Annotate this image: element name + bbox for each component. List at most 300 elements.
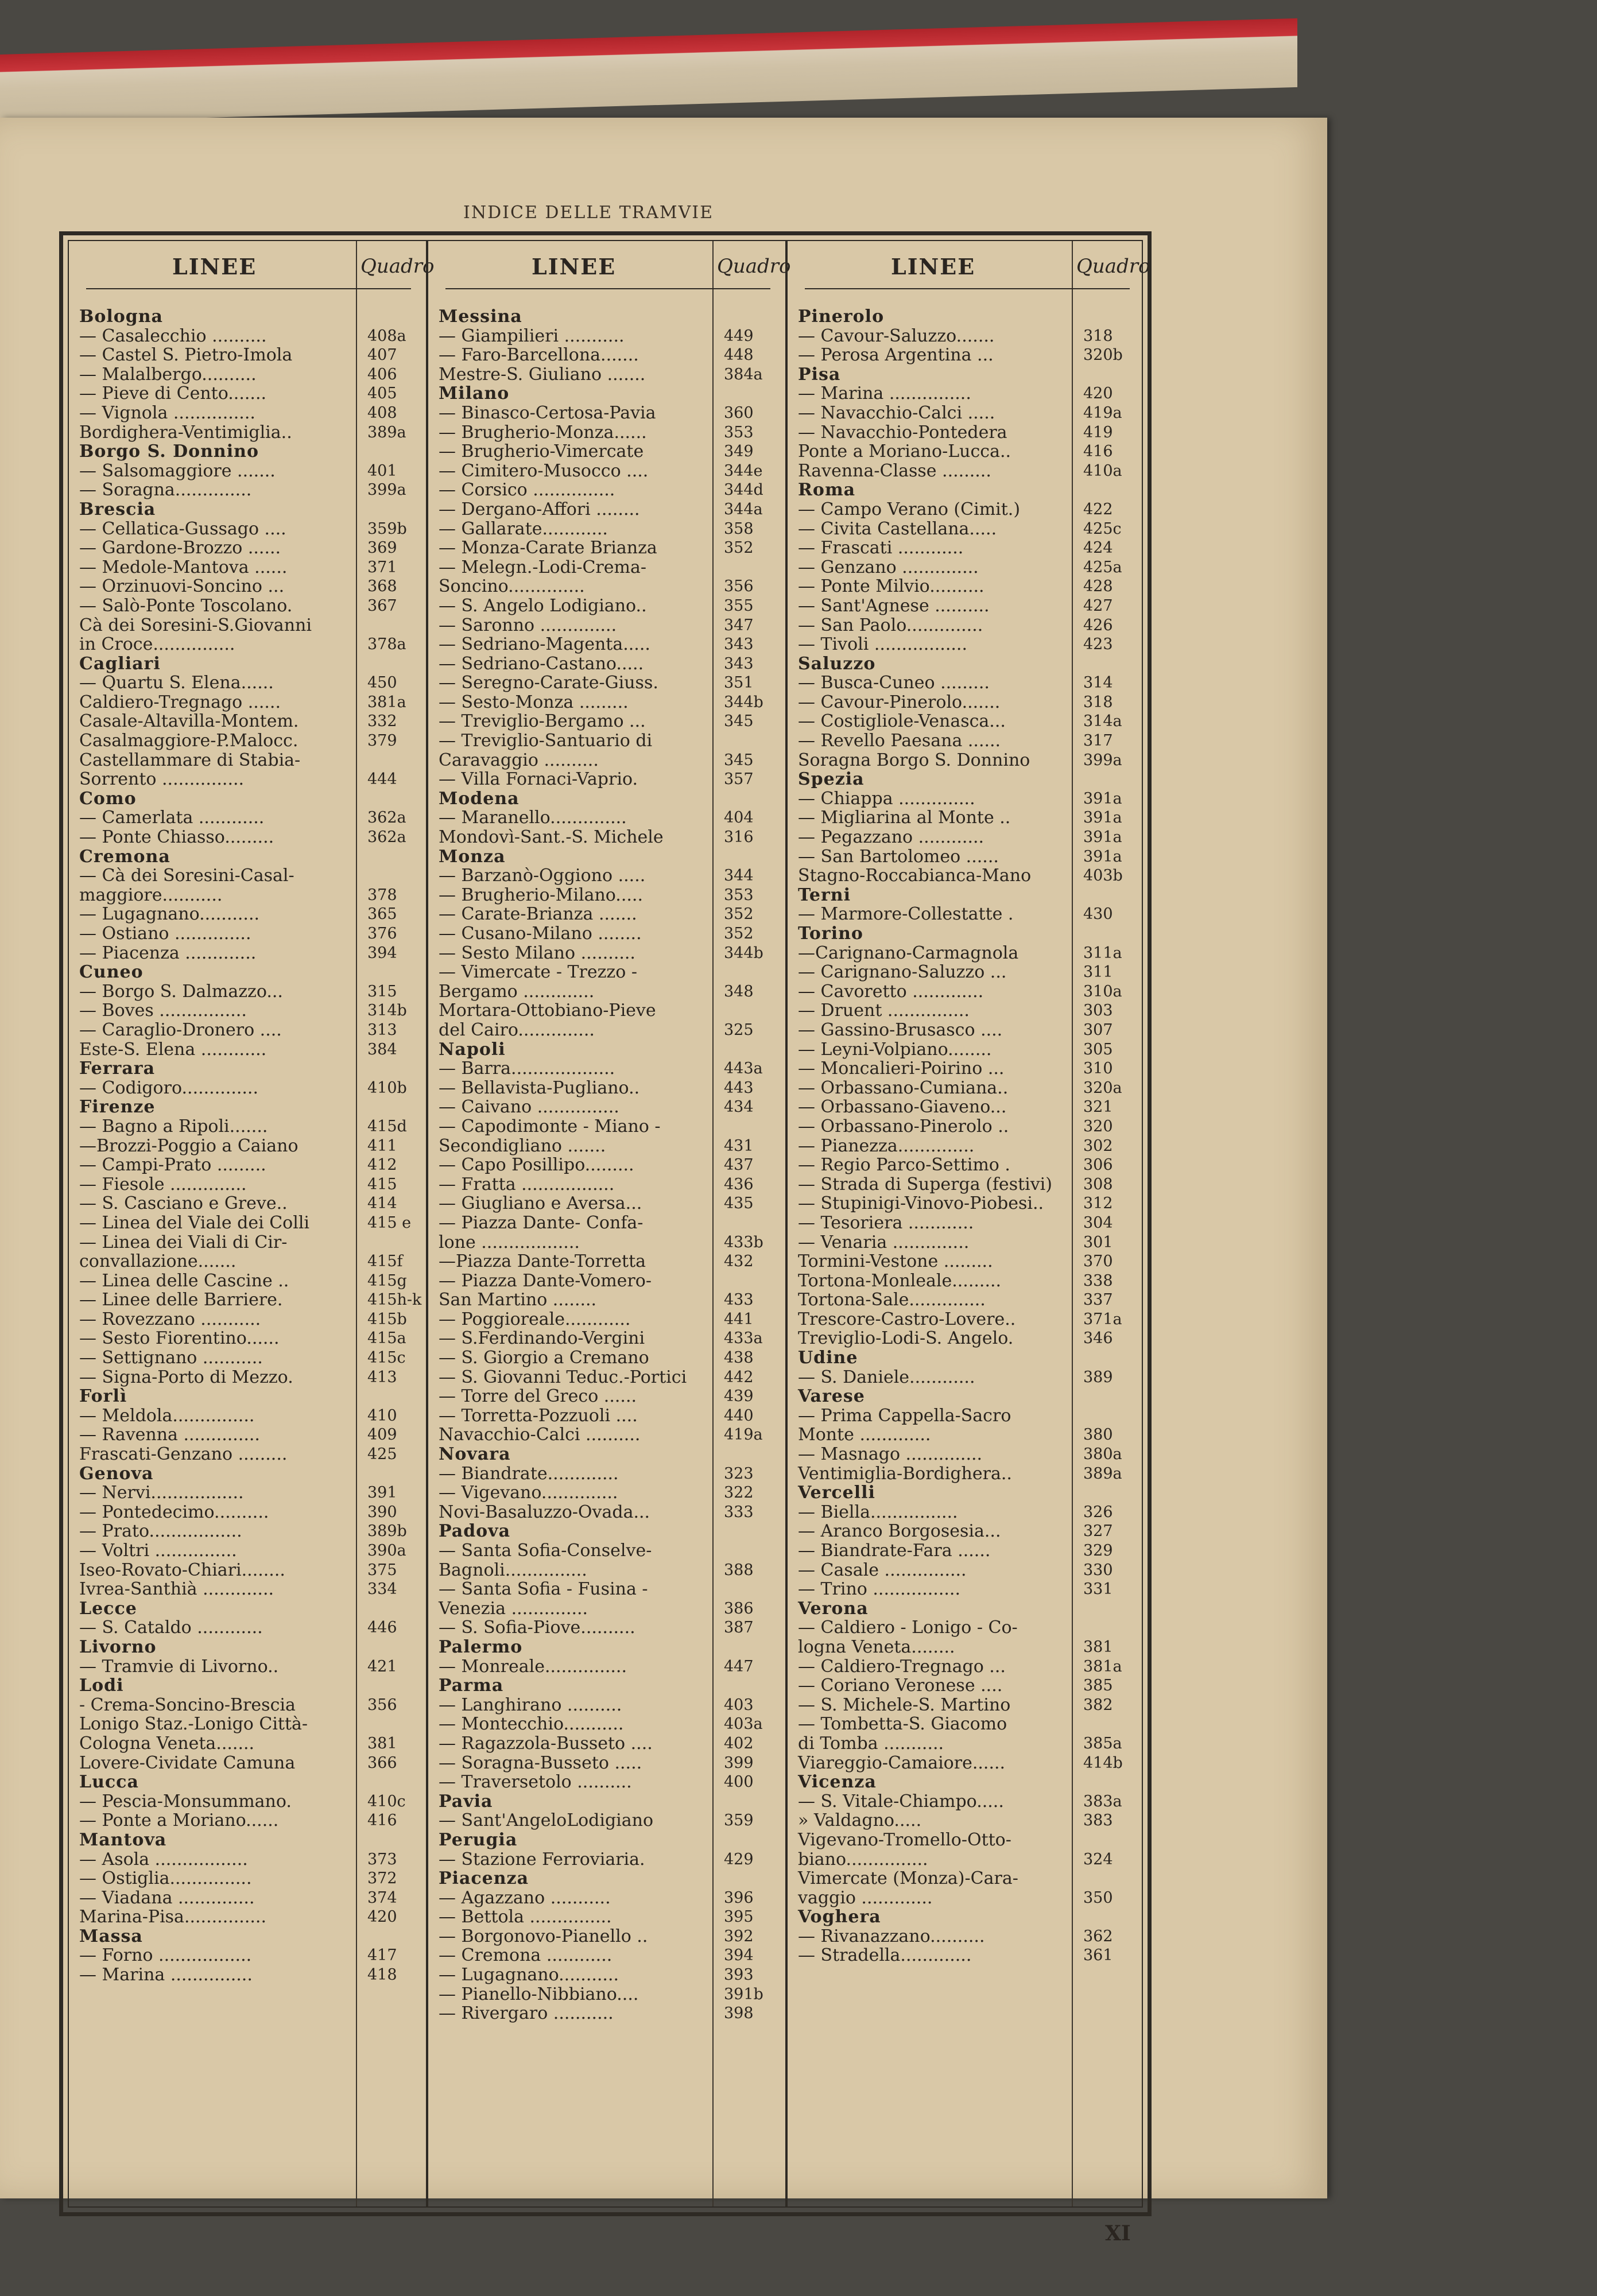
line-entry xyxy=(439,1117,784,1137)
quadro-number: 392 xyxy=(724,1927,754,1945)
line-entry xyxy=(79,1618,425,1638)
city-name: Saluzzo xyxy=(798,653,876,674)
line-entry xyxy=(798,1811,1144,1830)
quadro-number: 350 xyxy=(1083,1888,1113,1907)
line-entry xyxy=(798,1001,1144,1021)
city-heading xyxy=(79,789,425,809)
line-name: — Lugagnano........... xyxy=(439,1965,619,1985)
line-entry xyxy=(79,1368,425,1387)
line-name: — Navacchio-Pontedera xyxy=(798,422,1007,443)
line-name: — Venaria .............. xyxy=(798,1232,970,1252)
line-name: Secondigliano ....... xyxy=(439,1135,606,1156)
city-heading xyxy=(439,1830,784,1850)
line-name: — Ostiglia............... xyxy=(79,1868,252,1889)
line-name: — Marina ............... xyxy=(798,383,971,404)
line-entry xyxy=(798,1580,1144,1599)
line-name: — Capodimonte - Miano - xyxy=(439,1116,661,1137)
quadro-number: 415f xyxy=(367,1252,403,1271)
line-entry xyxy=(798,1425,1144,1445)
line-name: — Caraglio-Dronero .... xyxy=(79,1019,282,1040)
quadro-number: 391a xyxy=(1083,847,1122,866)
line-entry xyxy=(798,423,1144,443)
quadro-number: 351 xyxy=(724,674,754,692)
city-name: Bologna xyxy=(79,307,163,327)
line-name: — San Bartolomeo ...... xyxy=(798,846,999,867)
line-name: — Marmore-Collestatte . xyxy=(798,904,1014,925)
quadro-number: 422 xyxy=(1083,500,1113,518)
line-entry xyxy=(79,1483,425,1503)
quadro-number: 378a xyxy=(367,635,406,654)
quadro-number: 399 xyxy=(724,1754,754,1772)
line-name: Lovere-Cividate Camuna xyxy=(79,1752,296,1773)
quadro-number: 415d xyxy=(367,1117,407,1135)
city-heading xyxy=(439,1522,784,1541)
line-entry xyxy=(439,808,784,828)
line-name: — Cà dei Soresini-Casal- xyxy=(79,866,294,886)
line-entry xyxy=(79,1792,425,1812)
line-name: di Tomba ........... xyxy=(798,1733,944,1754)
line-name: — Orbassano-Giaveno... xyxy=(798,1097,1007,1118)
line-name: — Tramvie di Livorno.. xyxy=(79,1656,279,1677)
quadro-number: 333 xyxy=(724,1503,754,1521)
line-entry xyxy=(79,905,425,924)
column-list xyxy=(798,307,1144,1965)
heading-linee: LINEE xyxy=(891,254,976,280)
line-name: » Valdagno..... xyxy=(798,1810,922,1831)
quadro-number: 343 xyxy=(724,654,754,673)
line-entry xyxy=(798,1194,1144,1213)
city-name: Pavia xyxy=(439,1791,493,1812)
line-entry xyxy=(79,1580,425,1599)
line-name: — Voltri ............... xyxy=(79,1541,237,1561)
line-name: — Pianello-Nibbiano.... xyxy=(439,1984,639,2004)
line-name: — Borgo S. Dalmazzo... xyxy=(79,981,283,1002)
line-name: — Pegazzano ............ xyxy=(798,827,984,848)
quadro-number: 391 xyxy=(367,1484,397,1502)
city-name: Firenze xyxy=(79,1097,156,1118)
line-entry xyxy=(439,596,784,616)
quadro-number: 437 xyxy=(724,1156,754,1174)
city-heading xyxy=(439,1792,784,1812)
quadro-number: 362a xyxy=(367,809,406,827)
line-entry xyxy=(439,404,784,423)
quadro-number: 356 xyxy=(367,1696,397,1714)
quadro-number: 425 xyxy=(367,1445,397,1464)
line-entry xyxy=(79,538,425,558)
quadro-number: 362a xyxy=(367,828,406,847)
quadro-number: 388 xyxy=(724,1561,754,1579)
line-entry xyxy=(439,1503,784,1522)
line-name: — Seregno-Carate-Giuss. xyxy=(439,673,658,693)
line-entry xyxy=(798,866,1144,886)
line-name: — Orbassano-Cumiana.. xyxy=(798,1077,1009,1098)
line-name: — Soragna-Busseto ..... xyxy=(439,1752,642,1773)
line-entry xyxy=(79,1175,425,1194)
quadro-number: 337 xyxy=(1083,1291,1113,1309)
quadro-number: 389a xyxy=(367,423,406,441)
quadro-number: 373 xyxy=(367,1850,397,1868)
quadro-number: 343 xyxy=(724,635,754,654)
line-entry xyxy=(439,365,784,385)
line-name: Este-S. Elena ............ xyxy=(79,1039,267,1060)
line-name: — Rivergaro ........... xyxy=(439,2003,614,2024)
city-name: Varese xyxy=(798,1386,865,1407)
quadro-number: 412 xyxy=(367,1156,397,1174)
quadro-number: 349 xyxy=(724,443,754,461)
quadro-number: 307 xyxy=(1083,1021,1113,1039)
line-entry xyxy=(439,1079,784,1098)
line-entry xyxy=(79,1445,425,1464)
line-name: — Linea dei Viali di Cir- xyxy=(79,1232,288,1252)
line-name: — Caldiero - Lonigo - Co- xyxy=(798,1618,1018,1638)
quadro-number: 365 xyxy=(367,905,397,924)
line-entry xyxy=(798,1522,1144,1541)
line-name: — Cremona ............ xyxy=(439,1945,613,1966)
line-name: — Orbassano-Pinerolo .. xyxy=(798,1116,1009,1137)
quadro-number: 344b xyxy=(724,944,763,962)
line-entry xyxy=(439,963,784,982)
line-entry xyxy=(79,1117,425,1137)
line-entry xyxy=(439,654,784,674)
city-heading xyxy=(798,924,1144,944)
quadro-number: 318 xyxy=(1083,693,1113,711)
line-entry xyxy=(798,1754,1144,1773)
quadro-number: 408 xyxy=(367,404,397,422)
city-heading xyxy=(79,1464,425,1484)
line-name: — S.Ferdinando-Vergini xyxy=(439,1328,645,1349)
line-entry xyxy=(798,1503,1144,1522)
line-entry xyxy=(79,1561,425,1580)
quadro-number: 415c xyxy=(367,1349,406,1367)
line-name: — Costigliole-Venasca... xyxy=(798,711,1006,732)
line-name: — Traversetolo .......... xyxy=(439,1772,632,1793)
line-name: — Cusano-Milano ........ xyxy=(439,924,642,944)
line-entry xyxy=(439,1927,784,1946)
line-name: Viareggio-Camaiore...... xyxy=(798,1752,1006,1773)
line-entry xyxy=(439,616,784,635)
line-entry xyxy=(79,365,425,385)
line-name: — Vignola ............... xyxy=(79,402,255,423)
line-name: — Chiappa .............. xyxy=(798,788,975,809)
line-entry xyxy=(439,442,784,461)
quadro-number: 429 xyxy=(724,1850,754,1868)
city-name: Cagliari xyxy=(79,653,161,674)
column-heading xyxy=(788,241,1150,286)
quadro-number: 357 xyxy=(724,770,754,789)
line-name: — Borgonovo-Pianello .. xyxy=(439,1926,648,1946)
city-heading xyxy=(439,1445,784,1464)
line-entry xyxy=(798,828,1144,847)
quadro-number: 425c xyxy=(1083,519,1122,538)
line-entry xyxy=(79,384,425,404)
city-heading xyxy=(79,847,425,867)
line-name: — Bettola ............... xyxy=(439,1907,612,1927)
line-name: —Piazza Dante-Torretta xyxy=(439,1251,646,1272)
heading-quadro: Quadro xyxy=(1076,255,1150,278)
line-entry xyxy=(79,1946,425,1965)
quadro-number: 420 xyxy=(367,1908,397,1926)
city-heading xyxy=(798,1387,1144,1406)
quadro-number: 405 xyxy=(367,385,397,403)
line-entry xyxy=(79,1021,425,1040)
city-heading xyxy=(798,770,1144,789)
quadro-number: 433a xyxy=(724,1329,763,1348)
line-name: vaggio ............. xyxy=(798,1887,933,1908)
line-name: Soragna Borgo S. Donnino xyxy=(798,750,1030,770)
line-entry xyxy=(439,1811,784,1830)
quadro-number: 358 xyxy=(724,519,754,538)
line-entry xyxy=(439,1233,784,1252)
line-name: — Piazza Dante- Confa- xyxy=(439,1212,644,1233)
line-name: — Santa Sofia-Conselve- xyxy=(439,1541,652,1561)
city-name: Vercelli xyxy=(798,1483,875,1503)
line-name: — Busca-Cuneo ......... xyxy=(798,673,990,693)
line-entry xyxy=(79,577,425,596)
line-entry xyxy=(79,558,425,577)
line-entry xyxy=(439,1985,784,2004)
line-name: — Viadana .............. xyxy=(79,1887,255,1908)
line-entry xyxy=(798,1869,1144,1888)
line-entry xyxy=(798,500,1144,519)
quadro-number: 391a xyxy=(1083,809,1122,827)
line-name: — Ponte Chiasso......... xyxy=(79,827,274,848)
city-name: Verona xyxy=(798,1598,869,1619)
line-name: — Biandrate............. xyxy=(439,1463,619,1484)
line-name: Vimercate (Monza)-Cara- xyxy=(798,1868,1018,1889)
quadro-number: 304 xyxy=(1083,1213,1113,1232)
line-name: — Santa Sofia - Fusina - xyxy=(439,1579,648,1600)
line-entry xyxy=(798,404,1144,423)
line-entry xyxy=(798,731,1144,751)
quadro-number: 384 xyxy=(367,1040,397,1058)
column-heading xyxy=(428,241,791,286)
line-name: — Tombetta-S. Giacomo xyxy=(798,1714,1007,1735)
quadro-number: 430 xyxy=(1083,905,1113,924)
city-name: Genova xyxy=(79,1463,154,1484)
line-entry xyxy=(79,1290,425,1310)
quadro-number: 401 xyxy=(367,461,397,480)
line-name: — S. Casciano e Greve.. xyxy=(79,1193,288,1214)
line-name: — Cimitero-Musocco .... xyxy=(439,460,649,481)
line-name: Frascati-Genzano ......... xyxy=(79,1444,288,1465)
line-name: — Malalbergo.......... xyxy=(79,364,257,385)
column-list xyxy=(79,307,425,1985)
line-entry xyxy=(79,1522,425,1541)
line-entry xyxy=(439,1561,784,1580)
quadro-number: 444 xyxy=(367,770,397,789)
line-name: logna Veneta........ xyxy=(798,1636,955,1657)
line-name: — Monreale............... xyxy=(439,1656,627,1677)
line-entry xyxy=(79,866,425,886)
line-entry xyxy=(79,519,425,539)
city-heading xyxy=(798,1348,1144,1368)
line-name: — Dergano-Affori ........ xyxy=(439,499,640,519)
quadro-number: 352 xyxy=(724,925,754,943)
line-name: — Cavour-Saluzzo....... xyxy=(798,325,995,346)
line-name: — S. Vitale-Chiampo..... xyxy=(798,1791,1004,1812)
line-entry xyxy=(439,635,784,654)
line-name: — Ponte Milvio.......... xyxy=(798,576,984,597)
city-name: Vicenza xyxy=(798,1772,877,1793)
line-entry xyxy=(798,558,1144,577)
quadro-number: 305 xyxy=(1083,1040,1113,1058)
line-name: — Genzano .............. xyxy=(798,557,979,577)
city-name: Forlì xyxy=(79,1386,127,1407)
line-name: — Codigoro.............. xyxy=(79,1077,258,1098)
quadro-number: 324 xyxy=(1083,1850,1113,1868)
line-entry xyxy=(798,596,1144,616)
quadro-number: 345 xyxy=(724,712,754,731)
line-entry xyxy=(798,1850,1144,1870)
city-heading xyxy=(79,1638,425,1657)
quadro-number: 361 xyxy=(1083,1946,1113,1965)
quadro-number: 443 xyxy=(724,1079,754,1097)
line-entry xyxy=(79,1425,425,1445)
line-name: Bagnoli............... xyxy=(439,1560,587,1580)
quadro-number: 320 xyxy=(1083,1117,1113,1135)
line-entry xyxy=(798,1445,1144,1464)
line-entry xyxy=(439,1773,784,1792)
line-name: Bordighera-Ventimiglia.. xyxy=(79,422,292,443)
quadro-number: 344b xyxy=(724,693,763,711)
quadro-number: 419a xyxy=(1083,404,1122,422)
book-page-edges xyxy=(0,18,1297,123)
line-entry xyxy=(79,1155,425,1175)
quadro-number: 314a xyxy=(1083,712,1122,731)
quadro-number: 435 xyxy=(724,1194,754,1213)
quadro-number: 431 xyxy=(724,1137,754,1155)
city-heading xyxy=(79,1773,425,1792)
line-name: — Regio Parco-Settimo . xyxy=(798,1155,1010,1176)
quadro-number: 419 xyxy=(1083,423,1113,441)
quadro-number: 394 xyxy=(367,944,397,962)
quadro-number: 313 xyxy=(367,1021,397,1039)
line-name: — Tesoriera ............ xyxy=(798,1212,974,1233)
line-name: — Civita Castellana..... xyxy=(798,518,997,539)
line-entry xyxy=(79,1252,425,1271)
line-name: — Sesto-Monza ......... xyxy=(439,692,629,712)
quadro-number: 424 xyxy=(1083,539,1113,557)
line-entry xyxy=(79,616,425,635)
heading-linee: LINEE xyxy=(532,254,617,280)
line-name: — Rivanazzano.......... xyxy=(798,1926,985,1946)
line-entry xyxy=(798,1155,1144,1175)
heading-quadro: Quadro xyxy=(717,255,791,278)
quadro-number: 398 xyxy=(724,2004,754,2023)
quadro-number: 380 xyxy=(1083,1426,1113,1444)
line-entry xyxy=(798,1830,1144,1850)
line-entry xyxy=(79,924,425,944)
line-name: — Sedriano-Castano..... xyxy=(439,653,644,674)
line-name: Caldiero-Tregnago ...... xyxy=(79,692,281,712)
line-name: — Pescia-Monsummano. xyxy=(79,1791,292,1812)
line-entry xyxy=(79,461,425,481)
city-heading xyxy=(79,654,425,674)
line-name: — Prima Cappella-Sacro xyxy=(798,1405,1011,1426)
line-entry xyxy=(79,423,425,443)
city-name: Modena xyxy=(439,788,520,809)
quadro-number: 311 xyxy=(1083,963,1113,982)
line-entry xyxy=(79,404,425,423)
line-name: — Lugagnano........... xyxy=(79,904,260,925)
quadro-number: 374 xyxy=(367,1888,397,1907)
line-name: San Martino ........ xyxy=(439,1290,597,1310)
line-name: — Stradella............. xyxy=(798,1945,972,1966)
quadro-number: 308 xyxy=(1083,1175,1113,1193)
line-name: Vigevano-Tromello-Otto- xyxy=(798,1829,1011,1850)
quadro-number: 391a xyxy=(1083,789,1122,808)
line-entry xyxy=(798,1290,1144,1310)
line-entry xyxy=(439,1657,784,1677)
line-name: — Melegn.-Lodi-Crema- xyxy=(439,557,646,577)
line-name: — Faro-Barcellona....... xyxy=(439,345,639,366)
quadro-number: 390 xyxy=(367,1503,397,1521)
line-name: — Linee delle Barriere. xyxy=(79,1290,283,1310)
line-entry xyxy=(439,1194,784,1213)
line-name: — Bellavista-Pugliano.. xyxy=(439,1077,640,1098)
quadro-number: 410c xyxy=(367,1792,406,1810)
quadro-number: 385 xyxy=(1083,1677,1113,1695)
line-entry xyxy=(439,1368,784,1387)
quadro-number: 409 xyxy=(367,1426,397,1444)
quadro-number: 344a xyxy=(724,500,763,518)
line-name: — Trino ................ xyxy=(798,1579,960,1600)
city-heading xyxy=(439,847,784,867)
line-entry xyxy=(79,1850,425,1870)
quadro-number: 440 xyxy=(724,1406,754,1425)
quadro-number: 301 xyxy=(1083,1233,1113,1251)
line-entry xyxy=(79,828,425,847)
city-heading xyxy=(439,1676,784,1696)
line-entry xyxy=(439,712,784,731)
line-name: — Vigevano.............. xyxy=(439,1483,618,1503)
quadro-number: 378 xyxy=(367,886,397,904)
line-entry xyxy=(439,1155,784,1175)
line-name: — Pieve di Cento....... xyxy=(79,383,267,404)
quadro-number: 415 xyxy=(367,1175,397,1193)
line-entry xyxy=(439,461,784,481)
line-entry xyxy=(439,538,784,558)
line-name: — Sant'AngeloLodigiano xyxy=(439,1810,654,1831)
page-number: XI xyxy=(1105,2221,1131,2245)
line-entry xyxy=(798,1252,1144,1271)
line-name: — Carate-Brianza ....... xyxy=(439,904,637,925)
line-entry xyxy=(439,1001,784,1021)
city-heading xyxy=(439,1869,784,1888)
line-name: — Frascati ............ xyxy=(798,538,964,559)
line-entry xyxy=(798,635,1144,654)
page-header: INDICE DELLE TRAMVIE xyxy=(463,203,714,223)
line-name: — Forno ................. xyxy=(79,1945,252,1966)
line-entry xyxy=(798,1097,1144,1117)
line-entry xyxy=(79,1869,425,1888)
line-name: — Brugherio-Vimercate xyxy=(439,441,644,462)
quadro-number: 330 xyxy=(1083,1561,1113,1579)
line-entry xyxy=(79,1541,425,1561)
line-entry xyxy=(79,480,425,500)
line-entry xyxy=(79,982,425,1002)
heading-quadro: Quadro xyxy=(361,255,435,278)
quadro-number: 312 xyxy=(1083,1194,1113,1213)
quadro-number: 442 xyxy=(724,1368,754,1386)
line-name: del Cairo.............. xyxy=(439,1019,595,1040)
line-name: — Pianezza.............. xyxy=(798,1135,975,1156)
quadro-number: 393 xyxy=(724,1966,754,1984)
quadro-number: 403a xyxy=(724,1715,763,1733)
line-entry xyxy=(79,1888,425,1908)
quadro-number: 352 xyxy=(724,905,754,924)
city-name: Cuneo xyxy=(79,962,144,983)
